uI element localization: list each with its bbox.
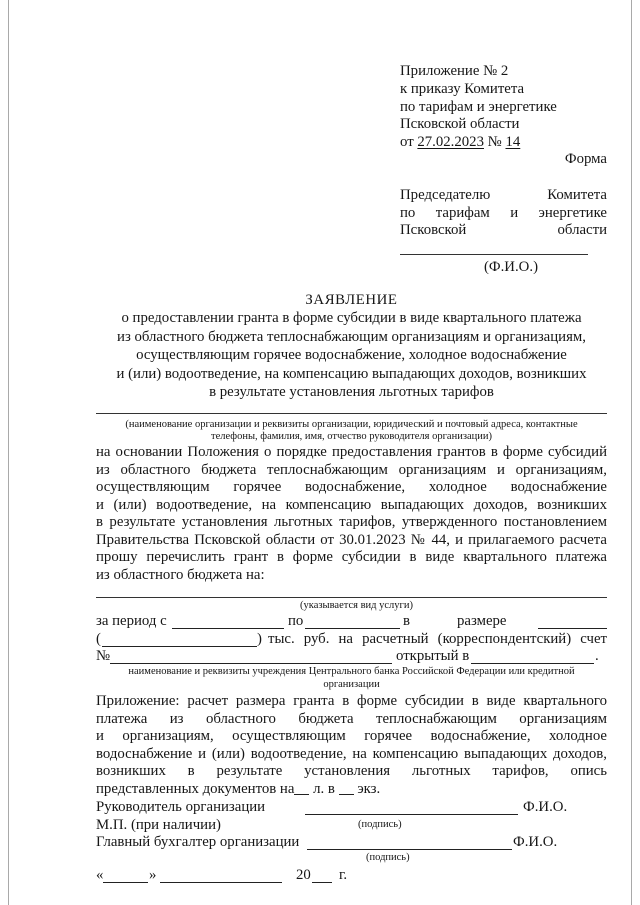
sheets-count-blank (294, 794, 309, 795)
paragraph-line: Правительства Псковской области от 30.01.2023 № 44, и прилагаемого расчета (96, 531, 607, 548)
account-opened-label: открытый в (396, 648, 470, 664)
amount-account-text: тыс. руб. на расчетный (корреспондентский) счет (268, 630, 607, 647)
amount-words-blank (102, 646, 257, 647)
head-signature-caption: (подпись) (358, 818, 402, 830)
head-signature-blank (305, 814, 518, 815)
bank-name-blank (471, 663, 594, 664)
scan-right-edge (631, 0, 632, 905)
period-to-label: по (288, 613, 304, 629)
appendix-line: по тарифам и энергетике (400, 98, 557, 115)
period-line (96, 613, 607, 631)
amount-close-paren: ) (257, 630, 262, 647)
caption-line: организации (323, 678, 380, 690)
amount-size-label: размере (457, 613, 507, 629)
copies-unit: экз. (357, 780, 381, 797)
title-subtitle-line: и (или) водоотведение, на компенсацию выпадающих доходов, возникших (116, 365, 587, 382)
order-reference (400, 134, 607, 152)
account-number-blank (110, 663, 392, 664)
title-subtitle-line: из областного бюджета теплоснабжающим организациям и организациям, (117, 328, 586, 345)
amount-line (96, 631, 607, 649)
appendix-line: Приложение № 2 (400, 63, 509, 79)
copies-count-blank (339, 794, 354, 795)
order-date: 27.02.2023 (417, 134, 484, 150)
head-label: Руководитель организации (96, 799, 266, 815)
order-number-sign: № (487, 134, 502, 150)
amount-open-paren: ( (96, 630, 101, 647)
head-signature-line (96, 799, 607, 817)
title-subtitle-line: в результате установления льготных тарифов (209, 384, 494, 400)
order-date-prefix: от (400, 134, 414, 150)
paragraph-line: водоснабжение и (или) водоотведение, на компенсацию выпадающих доходов, (96, 745, 607, 762)
request-paragraph (96, 444, 607, 584)
day-blank (103, 882, 148, 883)
caption-line: телефоны, фамилия, имя, отчество руководителя организации) (211, 431, 492, 442)
bank-caption (96, 666, 607, 691)
appendix-line: Псковской области (400, 116, 520, 133)
service-type-caption: (указывается вид услуги) (300, 600, 413, 611)
form-label: Форма (564, 151, 607, 167)
accountant-signature-line (96, 834, 607, 852)
head-fio-label: Ф.И.О. (523, 799, 568, 815)
attachment-paragraph (96, 693, 607, 798)
paragraph-line: в результате установления льготных тарифов, утвержденного постановлением (96, 514, 607, 530)
addressee-fio-caption: (Ф.И.О.) (483, 259, 538, 275)
payment-details (96, 613, 607, 666)
amount-in-label: в (403, 613, 410, 629)
paragraph-line: осуществляющим горячее водоснабжение, холодное водоснабжение (96, 479, 607, 495)
paragraph-line: возникших в результате установления льготных тарифов, опись (96, 763, 607, 779)
month-blank (160, 882, 282, 883)
title-heading: ЗАЯВЛЕНИЕ (305, 291, 398, 308)
scan-left-edge (8, 0, 9, 905)
attachment-count-text: представленных документов на (96, 780, 295, 797)
accountant-fio-label: Ф.И.О. (513, 834, 558, 850)
sheets-unit: л. в (313, 780, 335, 797)
appendix-block (400, 63, 607, 152)
paragraph-line: и (или) водоотведение, на компенсацию выпадающих доходов, возникших (96, 496, 607, 513)
year-blank (312, 882, 332, 883)
date-fields (96, 867, 607, 885)
date-open-quote: « (96, 866, 104, 883)
organization-blank (96, 413, 607, 414)
paragraph-line: из областного бюджета теплоснабжающим организациям и организациям, (96, 461, 607, 478)
stamp-line (96, 817, 607, 835)
accountant-label: Главный бухгалтер организации (96, 834, 300, 850)
addressee-line: Псковской области (400, 222, 607, 239)
accountant-signature-blank (307, 849, 512, 850)
year-century: 20 (296, 866, 311, 883)
organization-caption (96, 419, 607, 443)
paragraph-line: и организациям, осуществляющим горячее водоснабжение, холодное (96, 728, 607, 744)
attachment-count-line (96, 781, 607, 799)
account-line (96, 648, 607, 666)
account-number-sign: № (96, 648, 111, 664)
caption-line: наименование и реквизиты учреждения Центрального банка Российской Федерации или кредитной (128, 666, 575, 677)
date-close-quote: » (149, 866, 157, 883)
signature-block (96, 799, 607, 852)
service-type-blank (96, 597, 607, 598)
paragraph-line: из областного бюджета на: (96, 566, 265, 583)
period-from-label: за период с (96, 613, 167, 629)
date-line (96, 867, 607, 885)
title-subtitle-line: о предоставлении гранта в форме субсидии в виде квартального платежа (121, 310, 582, 326)
period-from-blank (172, 628, 284, 629)
caption-line: (наименование организации и реквизиты организации, юридический и почтовый адреса, контактные (125, 419, 578, 430)
addressee-line: по тарифам и энергетике (400, 204, 607, 221)
year-suffix: г. (339, 866, 348, 883)
account-end-mark: . (595, 648, 599, 664)
document-title (96, 291, 607, 402)
addressee-fio-blank (400, 254, 588, 255)
paragraph-line: Приложение: расчет размера гранта в форме субсидии в виде квартального (96, 693, 607, 709)
addressee-block (400, 187, 607, 240)
title-subtitle-line: осуществляющим горячее водоснабжение, холодное водоснабжение (136, 347, 567, 363)
amount-digits-blank (538, 628, 607, 629)
accountant-signature-caption: (подпись) (366, 852, 410, 863)
period-to-blank (305, 628, 400, 629)
paragraph-line: прошу перечислить грант в форме субсидии в виде квартального платежа (96, 549, 607, 565)
appendix-line: к приказу Комитета (400, 80, 525, 97)
stamp-label: М.П. (при наличии) (96, 816, 221, 833)
paragraph-line: платежа из областного бюджета теплоснабжающим организациям (96, 710, 607, 727)
paragraph-line: на основании Положения о порядке предоставления грантов в форме субсидий (96, 444, 607, 460)
addressee-line: Председателю Комитета (400, 187, 607, 203)
order-number: 14 (505, 134, 521, 150)
